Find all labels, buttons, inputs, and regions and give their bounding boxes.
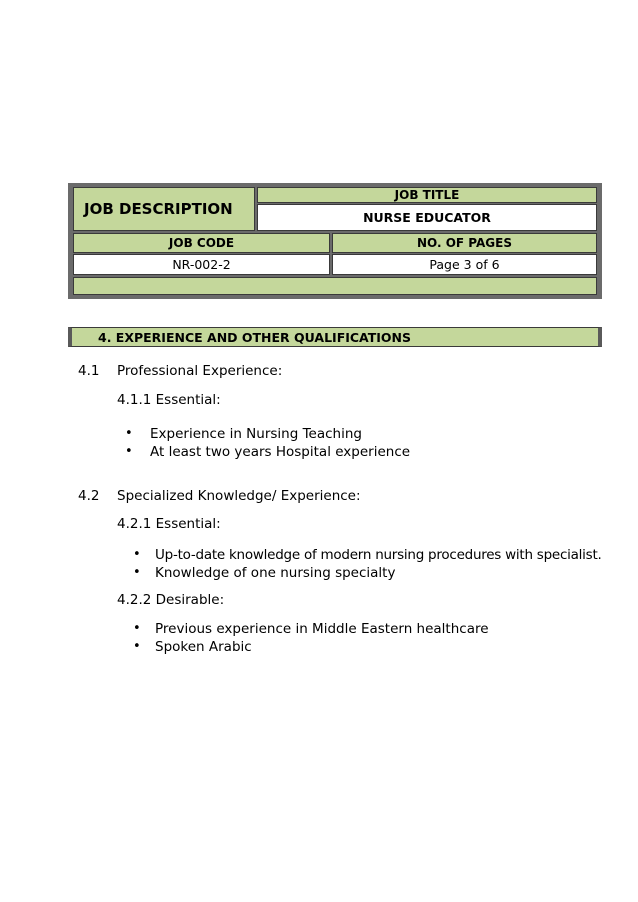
bullet-icon: •: [133, 639, 141, 654]
doc-type: JOB DESCRIPTION: [84, 200, 233, 218]
pages-value: Page 3 of 6: [429, 257, 500, 272]
pages-label-cell: [332, 233, 597, 253]
job-title-label: JOB TITLE: [394, 188, 460, 202]
section-4-1-number: 4.1: [78, 363, 100, 379]
job-title-label-cell: [257, 187, 597, 203]
job-code-label-cell: [73, 233, 330, 253]
section-4-2-number: 4.2: [78, 488, 100, 504]
pages-value-cell: [332, 254, 597, 275]
bullet-icon: •: [133, 621, 141, 636]
bullet-icon: •: [125, 444, 133, 459]
list-item: Spoken Arabic: [155, 639, 252, 655]
section-4-1-1-title: 4.1.1 Essential:: [117, 392, 221, 408]
section-heading: 4. EXPERIENCE AND OTHER QUALIFICATIONS: [98, 330, 412, 345]
bullet-icon: •: [125, 426, 133, 441]
header-footer-band: [73, 277, 597, 295]
list-item: At least two years Hospital experience: [150, 444, 411, 460]
job-code-value: NR-002-2: [172, 257, 231, 272]
list-item: Up-to-date knowledge of modern nursing procedures with specialist.: [155, 547, 602, 563]
bullet-icon: •: [133, 547, 141, 562]
job-code-label: JOB CODE: [168, 236, 235, 250]
section-4-2-2-title: 4.2.2 Desirable:: [117, 592, 225, 608]
section-heading-bar: [68, 327, 602, 347]
job-code-value-cell: [73, 254, 330, 275]
list-item: Knowledge of one nursing specialty: [155, 565, 396, 581]
section-4-2-title: Specialized Knowledge/ Experience:: [117, 488, 361, 504]
doc-type-cell: [73, 187, 255, 231]
job-title-value: NURSE EDUCATOR: [363, 210, 491, 225]
pages-label: NO. OF PAGES: [417, 236, 512, 250]
list-item: Previous experience in Middle Eastern healthcare: [155, 621, 489, 637]
section-4-2-1-title: 4.2.1 Essential:: [117, 516, 221, 532]
bullet-icon: •: [133, 565, 141, 580]
job-title-value-cell: [257, 204, 597, 231]
section-4-1-title: Professional Experience:: [117, 363, 283, 379]
job-header-table: [68, 183, 602, 299]
list-item: Experience in Nursing Teaching: [150, 426, 362, 442]
